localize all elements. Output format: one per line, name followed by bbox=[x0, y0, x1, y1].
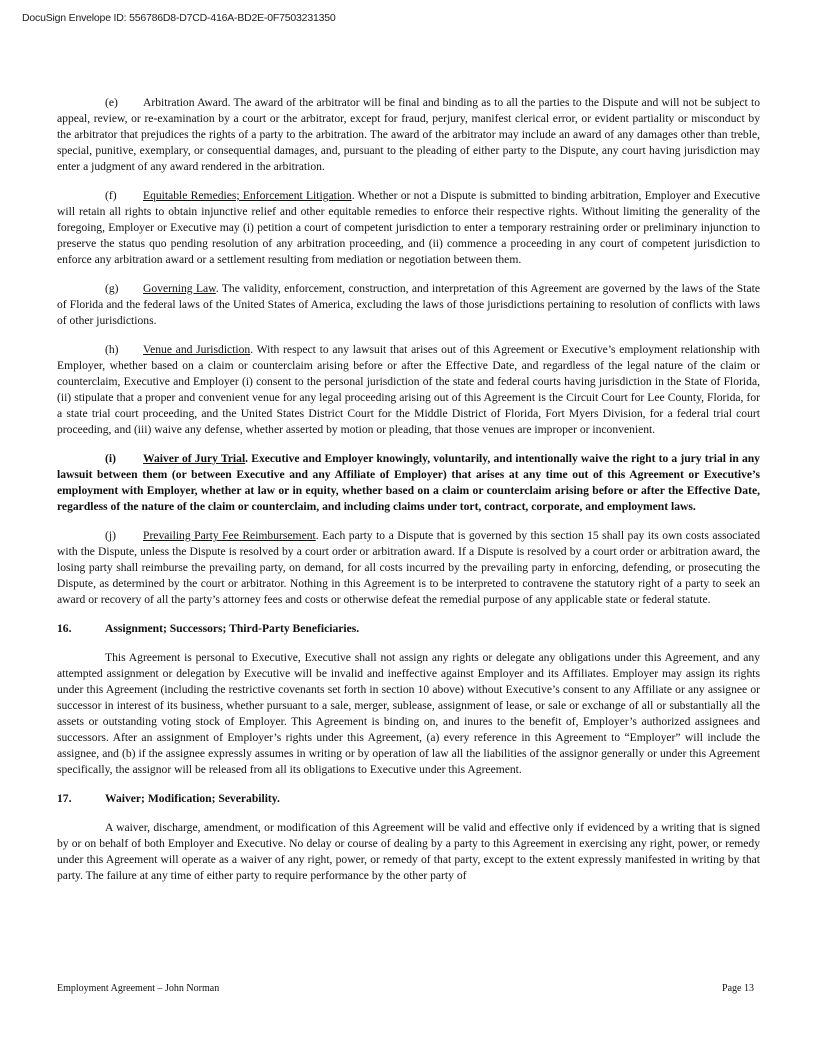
subsection-paragraph bbox=[57, 188, 760, 268]
subsection-paragraph bbox=[57, 342, 760, 438]
footer-document-title: Employment Agreement – John Norman bbox=[57, 983, 220, 994]
subsection-title: Prevailing Party Fee Reimbursement bbox=[143, 529, 316, 542]
section-heading bbox=[57, 791, 760, 807]
subsection-label: (g) bbox=[105, 282, 119, 295]
subsection-body: . Each party to a Dispute that is governed by this section 15 shall pay its own costs associated with the Dispute, unless the Dispute is resolved by a court order or arbitration award. If a Dispute is resolved by a court order or arbitration award, the losing party shall reimburse the prevailing party, on demand, for all costs incurred by the prevailing party in enforcing, defending, or prosecuting the Dispute, as determined by the court or arbitrator. Nothing in this Agreement is to be interpreted to contravene the statutory right of a party to seek an award or recovery of all the party’s attorney fees and costs or otherwise defeat the remedial purpose of any applicable state or federal statute. bbox=[57, 529, 760, 606]
subsection-title: Governing Law bbox=[143, 282, 216, 295]
section-title: Assignment; Successors; Third-Party Beneficiaries. bbox=[105, 622, 360, 635]
footer-page-number: Page 13 bbox=[722, 983, 754, 994]
document-page bbox=[57, 95, 760, 897]
section-title: Waiver; Modification; Severability. bbox=[105, 792, 280, 805]
section-number: 17. bbox=[57, 792, 72, 805]
subsection-body: . The validity, enforcement, construction, and interpretation of this Agreement are governed by the laws of the State of Florida and the federal laws of the United States of America, excluding the laws of those jurisdictions pertaining to resolution of conflicts with laws of other jurisdictions. bbox=[57, 282, 760, 327]
subsection-label: (e) bbox=[105, 96, 118, 109]
subsection-label: (j) bbox=[105, 529, 116, 542]
subsection-title: Venue and Jurisdiction bbox=[143, 343, 251, 356]
section-heading bbox=[57, 621, 760, 637]
subsection-title: Equitable Remedies; Enforcement Litigation bbox=[143, 189, 352, 202]
subsection-paragraph bbox=[57, 95, 760, 175]
subsection-body: . The award of the arbitrator will be final and binding as to all the parties to the Dispute and will not be subject to appeal, review, or re-examination by a court or the arbitrator, except for fraud, perjury, manifest clerical error, or evident partiality or misconduct by the arbitrator that prejudices the rights of a party to the arbitration. The award of the arbitrator may include an award of any damages other than treble, special, punitive, exemplary, or consequential damages, and, pursuant to the pleading of either party to the Dispute, any court having jurisdiction may enter a judgment of any award rendered in the arbitration. bbox=[57, 96, 760, 173]
subsection-label: (i) bbox=[105, 452, 116, 465]
subsection-label: (f) bbox=[105, 189, 117, 202]
subsection-paragraph bbox=[57, 528, 760, 608]
subsection-body: . Executive and Employer knowingly, voluntarily, and intentionally waive the right to a jury trial in any lawsuit between them (or between Executive and any Affiliate of Employer) that arises at any time out of this Agreement or Executive’s employment with Employer, whether at law or in equity, whether based on a claim or counterclaim arising before or after the Effective Date, regardless of the nature of the claim or counterclaim, and including claims under tort, contract, corporate, and employment laws. bbox=[57, 452, 760, 513]
subsection-body: . With respect to any lawsuit that arises out of this Agreement or Executive’s employment relationship with Employer, whether based on a claim or counterclaim arising before or after the Effective Date, and regardless of the legal nature of the claim or counterclaim, Executive and Employer (i) consent to the personal jurisdiction of the state and federal courts having jurisdiction in the State of Florida, (ii) stipulate that a proper and convenient venue for any legal proceeding arising out of this Agreement is the Circuit Court for Lee County, Florida, for a state trial court proceeding, and the United States District Court for the Middle District of Florida, Fort Myers Division, for a federal trial court proceeding, and (iii) waive any defense, whether asserted by motion or pleading, that those venues are improper or inconvenient. bbox=[57, 343, 760, 436]
subsection-body: . Whether or not a Dispute is submitted to binding arbitration, Employer and Executive will retain all rights to obtain injunctive relief and other equitable remedies to enforce their respective rights. Without limiting the generality of the foregoing, Employer or Executive may (i) petition a court of competent jurisdiction to enter a temporary restraining order or preliminary injunction to preserve the status quo pending resolution of any arbitration proceeding, and (ii) commence a proceeding in any court of competent jurisdiction to enforce any arbitration award or a settlement resulting from mediation or negotiation between them. bbox=[57, 189, 760, 266]
subsection-label: (h) bbox=[105, 343, 119, 356]
subsection-title: Waiver of Jury Trial bbox=[143, 452, 246, 465]
subsection-paragraph bbox=[57, 281, 760, 329]
section-body: A waiver, discharge, amendment, or modification of this Agreement will be valid and effective only if evidenced by a writing that is signed by or on behalf of both Employer and Executive. No delay or course of dealing by a party to this Agreement in exercising any right, power, or remedy under this Agreement will operate as a waiver of any right, power, or remedy of that party, except to the extent expressly manifested in writing by that party. The failure at any time of either party to require performance by the other party of bbox=[57, 821, 760, 882]
section-body: This Agreement is personal to Executive, Executive shall not assign any rights or delegate any obligations under this Agreement, and any attempted assignment or delegation by Executive will be invalid and ineffective against Employer and its Affiliates. Employer may assign its rights under this Agreement (including the restrictive covenants set forth in section 10 above) without Executive’s consent to any Affiliate or any assignee or successor in interest of its business, whether pursuant to a sale, merger, sublease, assignment of lease, or sale or exchange of all or substantially all the assets or outstanding voting stock of Employer. This Agreement is binding on, and inures to the benefit of, Employer’s authorized assignees and successors. After an assignment of Employer’s rights under this Agreement, (a) every reference in this Agreement to “Employer” will include the assignee, and (b) if the assignee expressly assumes in writing or by operation of law all the liabilities of the assignor generally or under this Agreement specifically, the assignor will be released from all its obligations to Executive under this Agreement. bbox=[57, 651, 760, 776]
docusign-envelope-id: DocuSign Envelope ID: 556786D8-D7CD-416A-BD2E-0F7503231350 bbox=[22, 12, 336, 24]
page-footer bbox=[57, 983, 754, 994]
section-number: 16. bbox=[57, 622, 72, 635]
subsection-paragraph bbox=[57, 451, 760, 515]
subsection-title: Arbitration Award bbox=[143, 96, 228, 109]
